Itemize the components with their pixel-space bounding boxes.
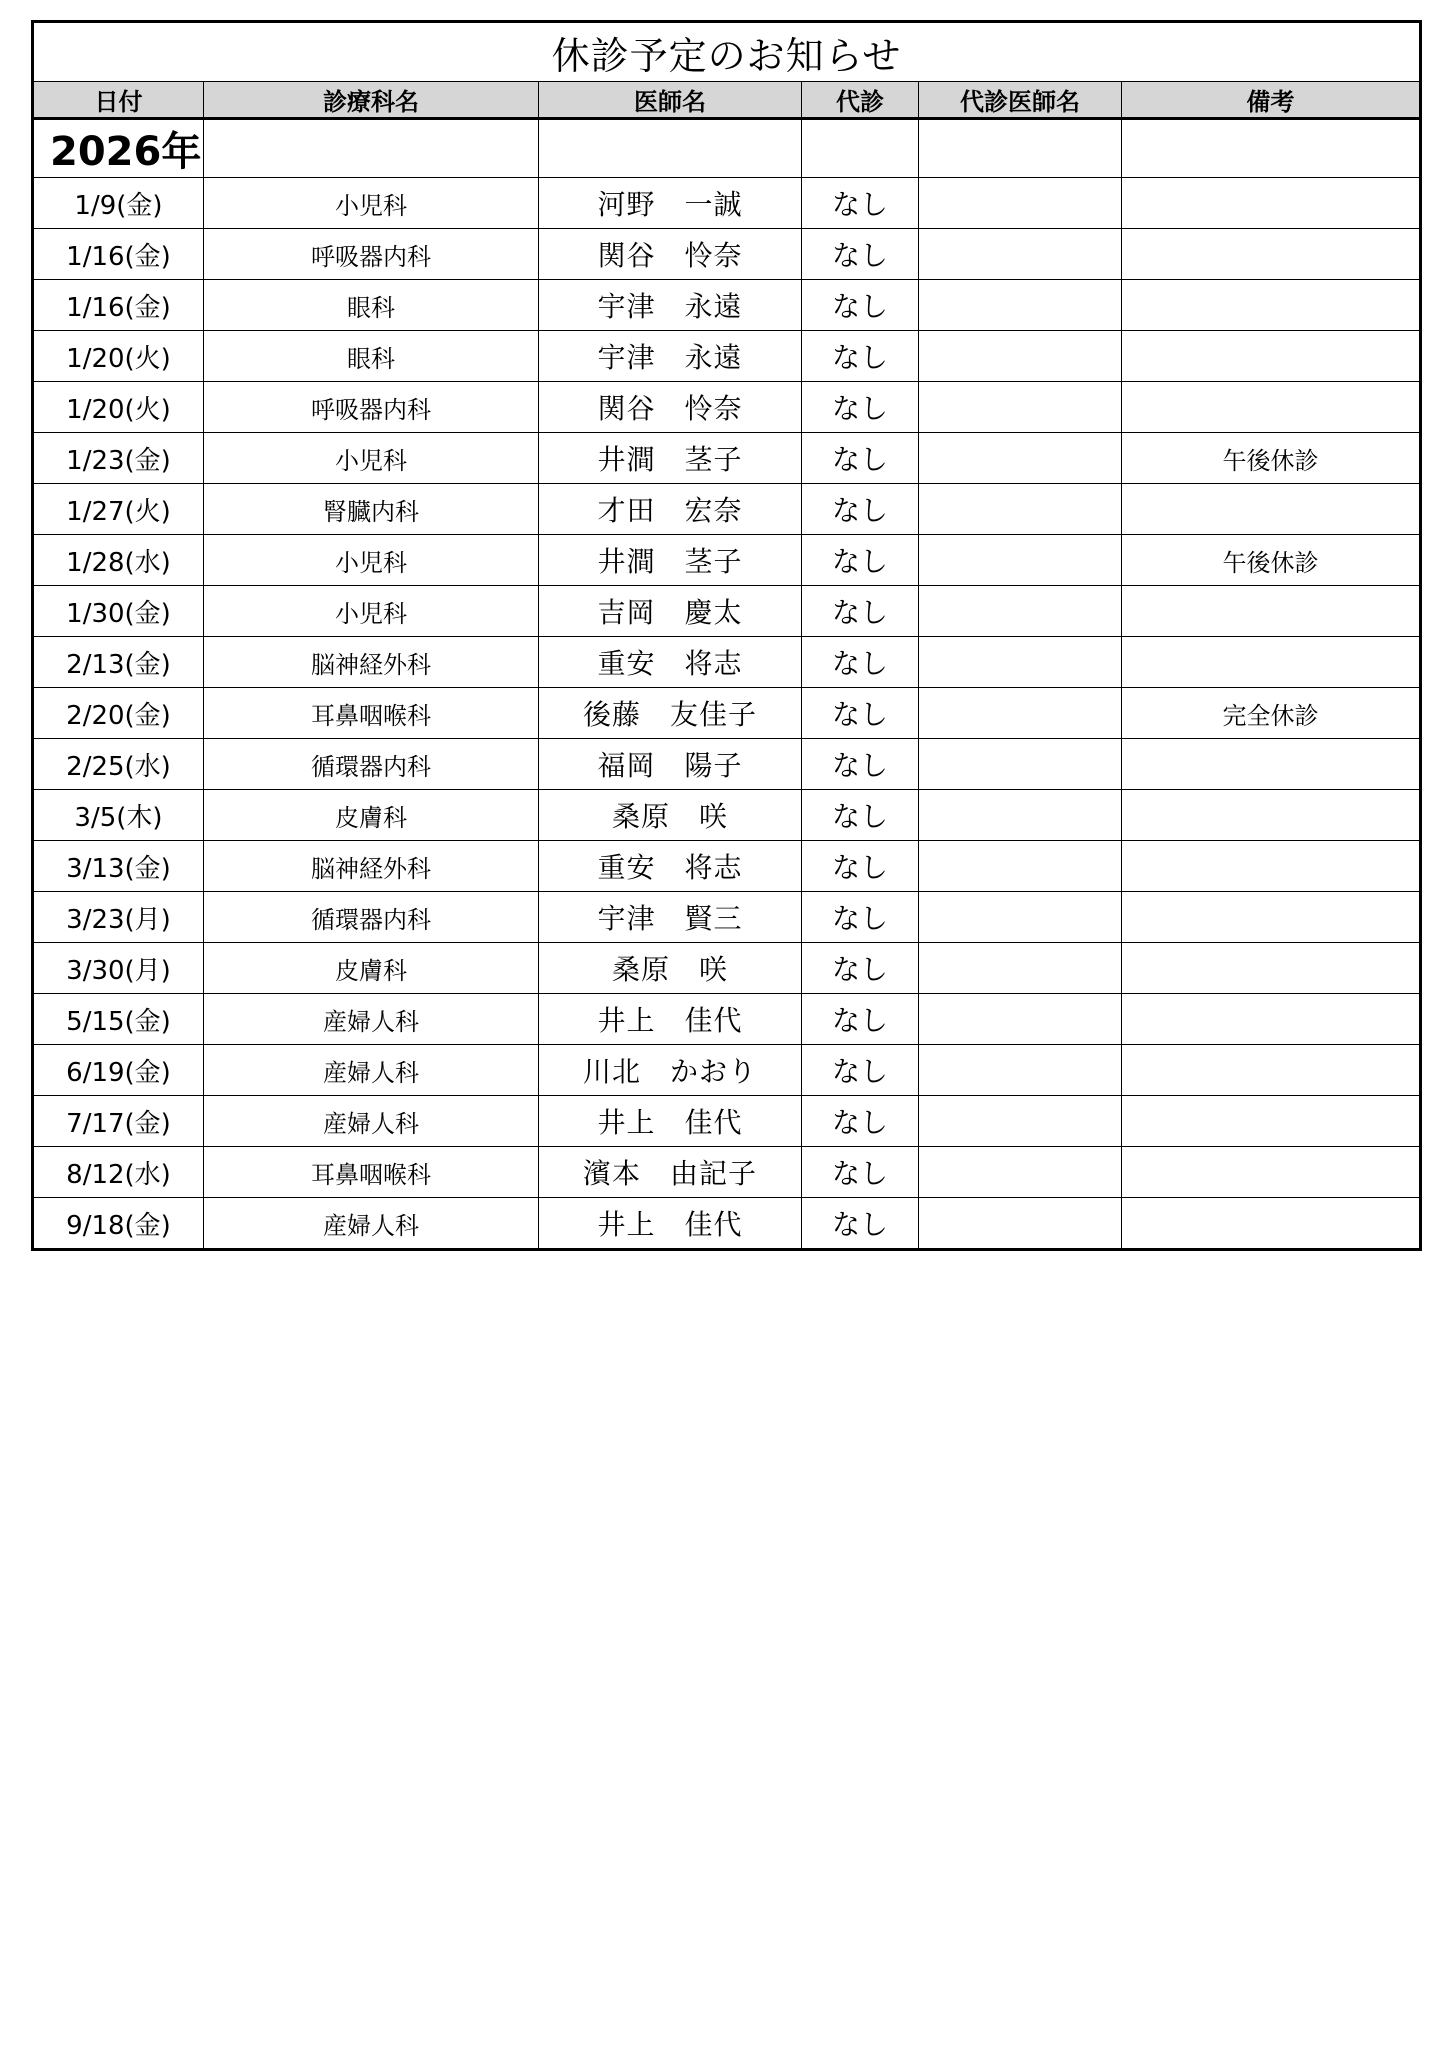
year-row-empty-cell (204, 119, 539, 178)
substitute-cell: なし (802, 688, 919, 739)
department-cell: 腎臓内科 (204, 484, 539, 535)
date-cell: 1/27(火) (33, 484, 204, 535)
date-cell: 9/18(金) (33, 1198, 204, 1250)
table-row (33, 331, 1421, 382)
table-row (33, 484, 1421, 535)
substitute-doctor-cell (919, 1045, 1122, 1096)
substitute-cell: なし (802, 1045, 919, 1096)
date-cell: 1/23(金) (33, 433, 204, 484)
substitute-cell: なし (802, 1096, 919, 1147)
date-cell: 1/9(金) (33, 178, 204, 229)
substitute-cell: なし (802, 790, 919, 841)
substitute-doctor-cell (919, 178, 1122, 229)
doctor-cell: 才田 宏奈 (539, 484, 802, 535)
doctor-cell: 宇津 永遠 (539, 280, 802, 331)
doctor-cell: 井澗 茎子 (539, 433, 802, 484)
substitute-doctor-cell (919, 994, 1122, 1045)
doctor-cell: 井上 佳代 (539, 1096, 802, 1147)
department-cell: 産婦人科 (204, 1045, 539, 1096)
date-cell: 3/30(月) (33, 943, 204, 994)
notes-cell (1122, 1096, 1421, 1147)
date-cell: 1/20(火) (33, 331, 204, 382)
column-header-doctor: 医師名 (539, 82, 802, 119)
notes-cell (1122, 1198, 1421, 1250)
date-cell: 3/23(月) (33, 892, 204, 943)
notes-cell (1122, 280, 1421, 331)
date-cell: 1/30(金) (33, 586, 204, 637)
substitute-cell: なし (802, 178, 919, 229)
doctor-cell: 関谷 怜奈 (539, 382, 802, 433)
department-cell: 眼科 (204, 331, 539, 382)
table-row (33, 535, 1421, 586)
department-cell: 産婦人科 (204, 1096, 539, 1147)
substitute-cell: なし (802, 1147, 919, 1198)
doctor-cell: 井澗 茎子 (539, 535, 802, 586)
notes-cell (1122, 229, 1421, 280)
doctor-cell: 吉岡 慶太 (539, 586, 802, 637)
substitute-doctor-cell (919, 331, 1122, 382)
column-header-notes: 備考 (1122, 82, 1421, 119)
substitute-doctor-cell (919, 943, 1122, 994)
date-cell: 3/5(木) (33, 790, 204, 841)
title-row (33, 22, 1421, 82)
substitute-cell: なし (802, 892, 919, 943)
substitute-cell: なし (802, 535, 919, 586)
doctor-cell: 井上 佳代 (539, 1198, 802, 1250)
substitute-cell: なし (802, 1198, 919, 1250)
substitute-cell: なし (802, 229, 919, 280)
department-cell: 小児科 (204, 433, 539, 484)
date-cell: 6/19(金) (33, 1045, 204, 1096)
notes-cell (1122, 637, 1421, 688)
notes-cell: 午後休診 (1122, 433, 1421, 484)
table-row (33, 433, 1421, 484)
department-cell: 脳神経外科 (204, 637, 539, 688)
table-row (33, 382, 1421, 433)
header-row (33, 82, 1421, 119)
table-row (33, 688, 1421, 739)
year-row-empty-cell (1122, 119, 1421, 178)
date-cell: 2/25(水) (33, 739, 204, 790)
column-header-substitute: 代診 (802, 82, 919, 119)
substitute-cell: なし (802, 994, 919, 1045)
substitute-doctor-cell (919, 535, 1122, 586)
substitute-cell: なし (802, 739, 919, 790)
date-cell: 3/13(金) (33, 841, 204, 892)
doctor-cell: 重安 将志 (539, 841, 802, 892)
date-cell: 7/17(金) (33, 1096, 204, 1147)
column-header-date: 日付 (33, 82, 204, 119)
substitute-cell: なし (802, 484, 919, 535)
substitute-doctor-cell (919, 382, 1122, 433)
table-row (33, 790, 1421, 841)
department-cell: 産婦人科 (204, 1198, 539, 1250)
table-row (33, 1045, 1421, 1096)
notes-cell (1122, 382, 1421, 433)
doctor-cell: 関谷 怜奈 (539, 229, 802, 280)
date-cell: 2/20(金) (33, 688, 204, 739)
table-row (33, 280, 1421, 331)
department-cell: 呼吸器内科 (204, 229, 539, 280)
substitute-doctor-cell (919, 1096, 1122, 1147)
doctor-cell: 重安 将志 (539, 637, 802, 688)
table-row (33, 739, 1421, 790)
page-title: 休診予定のお知らせ (33, 22, 1421, 82)
date-cell: 1/20(火) (33, 382, 204, 433)
notes-cell: 午後休診 (1122, 535, 1421, 586)
notes-cell (1122, 331, 1421, 382)
year-row (33, 119, 1421, 178)
doctor-cell: 宇津 永遠 (539, 331, 802, 382)
substitute-doctor-cell (919, 229, 1122, 280)
notes-cell (1122, 790, 1421, 841)
table-row (33, 586, 1421, 637)
department-cell: 耳鼻咽喉科 (204, 1147, 539, 1198)
table-row (33, 1198, 1421, 1250)
substitute-cell: なし (802, 433, 919, 484)
notes-cell (1122, 1045, 1421, 1096)
department-cell: 眼科 (204, 280, 539, 331)
department-cell: 皮膚科 (204, 943, 539, 994)
date-cell: 1/16(金) (33, 229, 204, 280)
department-cell: 耳鼻咽喉科 (204, 688, 539, 739)
substitute-doctor-cell (919, 484, 1122, 535)
closure-schedule-table (31, 20, 1422, 1251)
department-cell: 皮膚科 (204, 790, 539, 841)
table-row (33, 841, 1421, 892)
department-cell: 循環器内科 (204, 892, 539, 943)
notes-cell: 完全休診 (1122, 688, 1421, 739)
department-cell: 脳神経外科 (204, 841, 539, 892)
doctor-cell: 後藤 友佳子 (539, 688, 802, 739)
table-row (33, 1096, 1421, 1147)
notes-cell (1122, 892, 1421, 943)
year-label: 2026年 (33, 119, 204, 178)
notes-cell (1122, 943, 1421, 994)
date-cell: 1/28(水) (33, 535, 204, 586)
notes-cell (1122, 1147, 1421, 1198)
department-cell: 小児科 (204, 178, 539, 229)
doctor-cell: 宇津 賢三 (539, 892, 802, 943)
department-cell: 小児科 (204, 535, 539, 586)
notes-cell (1122, 484, 1421, 535)
department-cell: 呼吸器内科 (204, 382, 539, 433)
notes-cell (1122, 178, 1421, 229)
table-row (33, 994, 1421, 1045)
substitute-cell: なし (802, 280, 919, 331)
substitute-doctor-cell (919, 790, 1122, 841)
table-row (33, 1147, 1421, 1198)
substitute-cell: なし (802, 943, 919, 994)
substitute-doctor-cell (919, 688, 1122, 739)
doctor-cell: 福岡 陽子 (539, 739, 802, 790)
date-cell: 1/16(金) (33, 280, 204, 331)
date-cell: 2/13(金) (33, 637, 204, 688)
substitute-doctor-cell (919, 841, 1122, 892)
substitute-cell: なし (802, 841, 919, 892)
substitute-doctor-cell (919, 892, 1122, 943)
notes-cell (1122, 994, 1421, 1045)
substitute-doctor-cell (919, 280, 1122, 331)
doctor-cell: 河野 一誠 (539, 178, 802, 229)
year-row-empty-cell (802, 119, 919, 178)
doctor-cell: 桑原 咲 (539, 943, 802, 994)
doctor-cell: 川北 かおり (539, 1045, 802, 1096)
year-row-empty-cell (539, 119, 802, 178)
column-header-substitute-doctor: 代診医師名 (919, 82, 1122, 119)
substitute-doctor-cell (919, 586, 1122, 637)
substitute-doctor-cell (919, 739, 1122, 790)
table-row (33, 178, 1421, 229)
doctor-cell: 井上 佳代 (539, 994, 802, 1045)
substitute-doctor-cell (919, 1147, 1122, 1198)
table-row (33, 229, 1421, 280)
year-row-empty-cell (919, 119, 1122, 178)
substitute-cell: なし (802, 382, 919, 433)
substitute-doctor-cell (919, 1198, 1122, 1250)
table-row (33, 892, 1421, 943)
substitute-doctor-cell (919, 433, 1122, 484)
notes-cell (1122, 841, 1421, 892)
doctor-cell: 桑原 咲 (539, 790, 802, 841)
substitute-doctor-cell (919, 637, 1122, 688)
substitute-cell: なし (802, 637, 919, 688)
date-cell: 8/12(水) (33, 1147, 204, 1198)
department-cell: 小児科 (204, 586, 539, 637)
table-row (33, 637, 1421, 688)
substitute-cell: なし (802, 586, 919, 637)
department-cell: 産婦人科 (204, 994, 539, 1045)
department-cell: 循環器内科 (204, 739, 539, 790)
date-cell: 5/15(金) (33, 994, 204, 1045)
doctor-cell: 濱本 由記子 (539, 1147, 802, 1198)
notes-cell (1122, 586, 1421, 637)
column-header-department: 診療科名 (204, 82, 539, 119)
substitute-cell: なし (802, 331, 919, 382)
table-row (33, 943, 1421, 994)
notes-cell (1122, 739, 1421, 790)
